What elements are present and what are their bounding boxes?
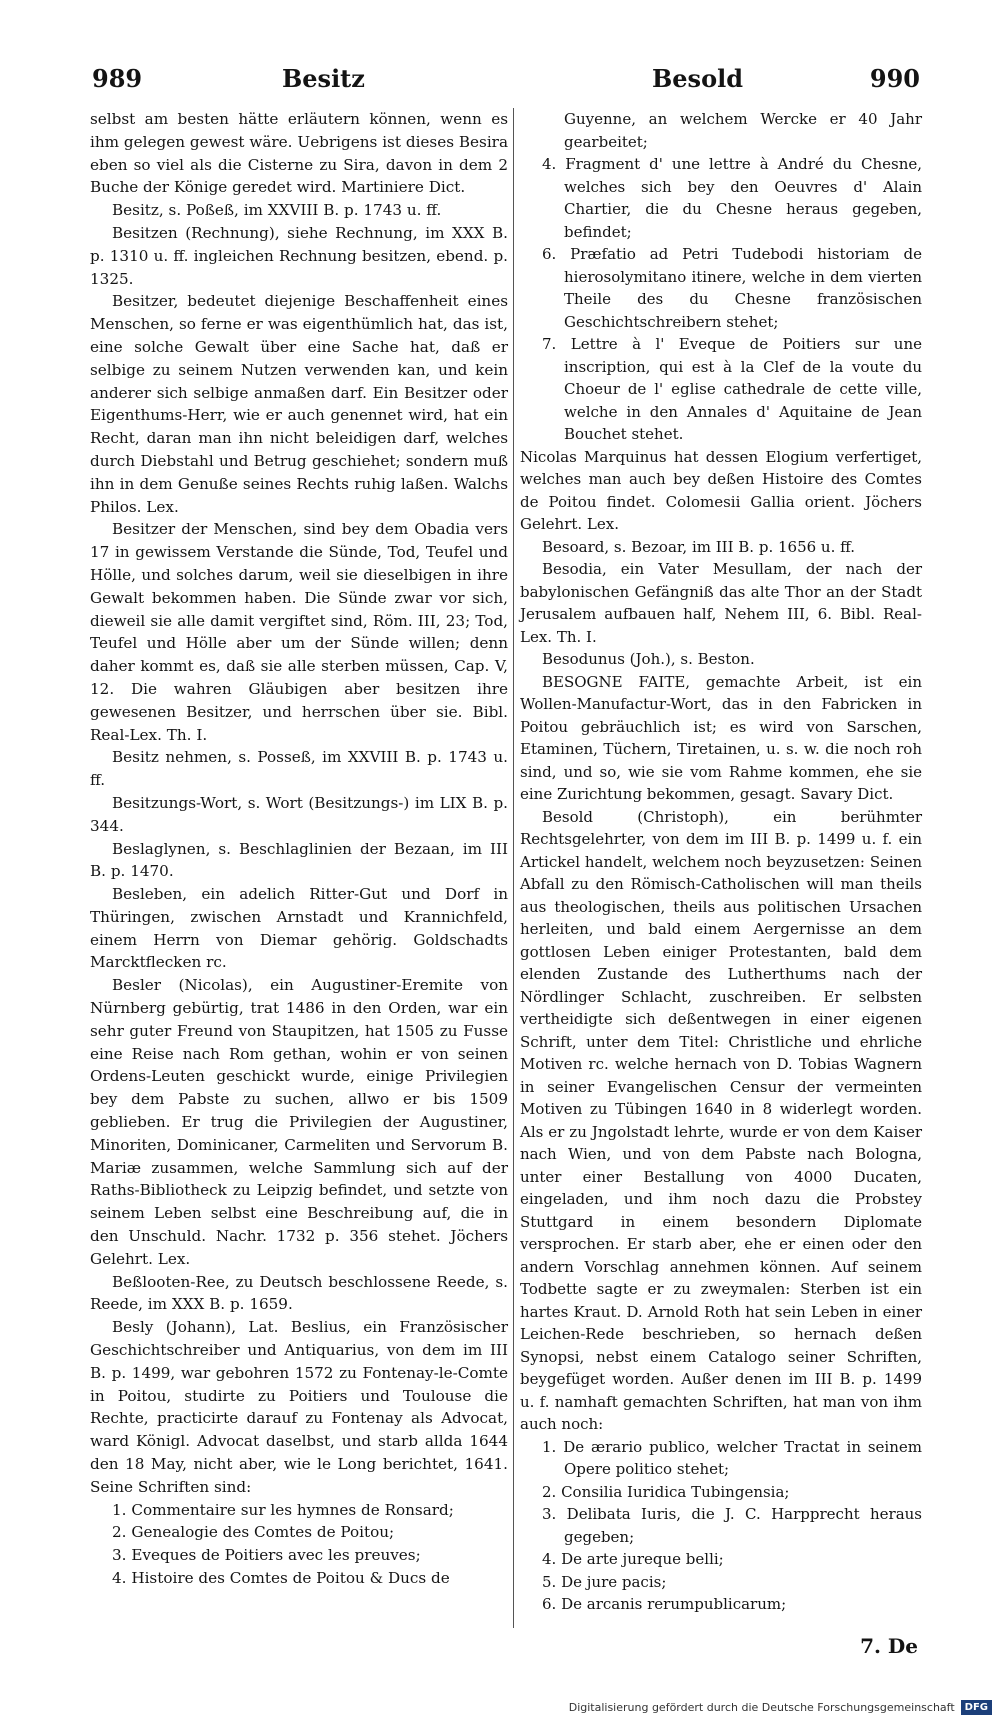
text-paragraph: Besitzungs-Wort, s. Wort (Besitzungs-) im LIX B. p. 344. bbox=[90, 793, 508, 835]
left-column bbox=[90, 108, 508, 1590]
right-column bbox=[520, 108, 922, 1616]
text-paragraph: Besler (Nicolas), ein Augustiner-Eremite von Nürnberg gebürtig, trat 1486 in den Orden, war ein sehr guter Freund von Staupitzen, hat 1505 zu Fusse eine Reise nach Rom gethan, wohin er von seinen Ordens-Leuten geschickt wurde, einige Privilegien bey dem Pabste zu suchen, allwo er bis 1509 geblieben. Er trug die Privilegien der Augustiner, Minoriten, Dominicaner, Carmeliten und Servorum B. Mariæ zusammen, welche Sammlung sich auf der Raths-Bibliotheck zu Leipzig befindet, und setzte von seinem Leben selbst eine Beschreibung auf, die in den Unschuld. Nachr. 1732 p. 356 stehet. Jöchers Gelehrt. Lex. bbox=[90, 976, 508, 1268]
left-page-number: 989 bbox=[92, 64, 143, 93]
list-item: 1. Commentaire sur les hymnes de Ronsard; bbox=[112, 1500, 454, 1519]
list-item: 4. Histoire des Comtes de Poitou & Ducs de bbox=[112, 1569, 450, 1587]
running-header bbox=[92, 64, 920, 104]
list-item: 3. Delibata Iuris, die J. C. Harpprecht heraus gegeben; bbox=[542, 1505, 922, 1546]
text-paragraph: Beslaglynen, s. Beschlaglinien der Bezaan, im III B. p. 1470. bbox=[90, 839, 508, 881]
text-paragraph: Besitzer der Menschen, sind bey dem Obadia vers 17 in gewissem Verstande die Sünde, Tod, Teufel und Hölle, und solches darum, weil sie dieselbigen in ihre Gewalt bekommen haben. Die Sünde zwar vor sich, dieweil sie alle damit vergiftet sind, Röm. III, 23; Tod, Teufel und Hölle aber um der Sünde willen; denn daher kommt es, daß sie alle sterben müssen, Cap. V, 12. Die wahren Gläubigen aber besitzen ihre gewesenen Besitzer, und herrschen über sie. Bibl. Real-Lex. Th. I. bbox=[90, 520, 508, 744]
text-paragraph: Besly (Johann), Lat. Beslius, ein Französischer Geschichtschreiber und Antiquarius, von dem im III B. p. 1499, war gebohren 1572 zu Fontenay-le-Comte in Poitou, studirte zu Poitiers und Toulouse die Rechte, practicirte darauf zu Fontenay als Advocat, ward Königl. Advocat daselbst, und starb allda 1644 den 18 May, nicht aber, wie le Long berichtet, 1641. Seine Schriften sind: bbox=[90, 1318, 508, 1496]
text-paragraph: Besoard, s. Bezoar, im III B. p. 1656 u. ff. bbox=[542, 537, 856, 556]
list-item: 4. Fragment d' une lettre à André du Chesne, welches sich bey den Oeuvres d' Alain Chartier, die du Chesne heraus gegeben, befindet; bbox=[542, 155, 922, 241]
catchword: 7. De bbox=[860, 1634, 918, 1658]
text-paragraph: Besodunus (Joh.), s. Beston. bbox=[542, 650, 755, 668]
text-paragraph: Guyenne, an welchem Wercke er 40 Jahr gearbeitet; bbox=[564, 110, 922, 151]
text-paragraph: BESOGNE FAITE, gemachte Arbeit, ist ein Wollen-Manufactur-Wort, das in den Fabricken in Poitou gebräuchlich ist; es wird von Sarschen, Etaminen, Tüchern, Tiretainen, u. s. w. die noch roh sind, und so, wie sie vom Rahme kommen, ehe sie eine Zurichtung bekommen, gesagt. Savary Dict. bbox=[520, 672, 922, 803]
dfg-logo: DFG bbox=[961, 1700, 992, 1715]
text-paragraph: Besold (Christoph), ein berühmter Rechtsgelehrter, von dem im III B. p. 1499 u. f. ein Artickel handelt, welchem noch beyzusetzen: Seinen Abfall zu den Römisch-Catholischen will man theils aus theologischen, theils aus politischen Ursachen herleiten, und bald einem Aergernisse an dem gottlosen Leben einiger Protestanten, bald dem elenden Zustande des Lutherthums nach der Nördlinger Schlacht, zuschreiben. Er selbsten vertheidigte sich deßentwegen in einer eigenen Schrift, unter dem Titel: Christliche und ehrliche Motiven rc. welche hernach von D. Tobias Wagnern in seiner Evangelischen Censur der vermeinten Motiven zu Tübingen 1640 in 8 widerlegt worden. Als er zu Jngolstadt lehrte, wurde er von dem Kaiser nach Wien, und von dem Pabste nach Bologna, unter einer Bestallung von 4000 Ducaten, eingeladen, und ihm noch dazu die Probstey Stuttgard in einem besondern Diplomate versprochen. Er starb aber, ehe er einen oder den andern Vorschlag annehmen können. Auf seinem Todbette sagte er zu zweymalen: Sterben ist ein hartes Kraut. D. Arnold Roth hat sein Leben in einer Leichen-Rede beschrieben, so hernach deßen Synopsi, nebst einem Catalogo seiner Schriften, beygefüget worden. Außer denen im III B. p. 1499 u. f. namhaft gemachten Schriften, hat man von ihm auch noch: bbox=[520, 807, 922, 1433]
text-paragraph: Besitzer, bedeutet diejenige Beschaffenheit eines Menschen, so ferne er was eigenthümlich hat, das ist, eine solche Gewalt über eine Sache hat, daß er selbige zu seinem Nutzen verwenden kan, und kein anderer sich selbige anmaßen darf. Ein Besitzer oder Eigenthums-Herr, wie er auch genennet wird, hat ein Recht, daran man ihn nicht beleidigen darf, welches durch Diebstahl und Betrug geschiehet; sondern muß ihn in dem Genuße seines Rechts ruhig laßen. Walchs Philos. Lex. bbox=[90, 292, 508, 516]
column-divider bbox=[513, 108, 514, 1628]
text-paragraph: Besodia, ein Vater Mesullam, der nach der babylonischen Gefängniß das alte Thor an der Stadt Jerusalem aufbauen half, Nehem III, 6. Bibl. Real-Lex. Th. I. bbox=[520, 560, 922, 646]
left-headword: Besitz bbox=[282, 64, 365, 93]
text-paragraph: Nicolas Marquinus hat dessen Elogium verfertiget, welches man auch bey deßen Histoire des Comtes de Poitou findet. Colomesii Gallia orient. Jöchers Gelehrt. Lex. bbox=[520, 447, 922, 533]
list-item: 7. Lettre à l' Eveque de Poitiers sur une inscription, qui est à la Clef de la voute du Choeur de l' eglise cathedrale de cette ville, welche in den Annales d' Aquitaine de Jean Bouchet stehet. bbox=[542, 335, 922, 443]
text-paragraph: Besitz nehmen, s. Posseß, im XXVIII B. p. 1743 u. ff. bbox=[90, 748, 508, 790]
list-item: 6. De arcanis rerumpublicarum; bbox=[542, 1595, 787, 1613]
right-headword: Besold bbox=[652, 64, 743, 93]
text-paragraph: Beßlooten-Ree, zu Deutsch beschlossene Reede, s. Reede, im XXX B. p. 1659. bbox=[90, 1272, 508, 1314]
text-paragraph: Besleben, ein adelich Ritter-Gut und Dorf in Thüringen, zwischen Arnstadt und Krannichfeld, einem Herrn von Diemar gehörig. Goldschadts Marcktflecken rc. bbox=[90, 885, 508, 972]
text-paragraph: Besitz, s. Poßeß, im XXVIII B. p. 1743 u. ff. bbox=[112, 201, 442, 220]
footer bbox=[569, 1697, 992, 1717]
list-item: 3. Eveques de Poitiers avec les preuves; bbox=[112, 1546, 421, 1565]
list-item: 5. De jure pacis; bbox=[542, 1572, 667, 1591]
list-item: 2. Genealogie des Comtes de Poitou; bbox=[112, 1523, 395, 1542]
right-page-number: 990 bbox=[869, 64, 920, 93]
text-paragraph: selbst am besten hätte erläutern können, wenn es ihm gelegen gewest wäre. Uebrigens ist dieses Besira eben so viel als die Cisterne zu Sira, davon in dem 2 Buche der Könige geredet wird. Martiniere Dict. bbox=[90, 110, 508, 197]
text-paragraph: Besitzen (Rechnung), siehe Rechnung, im XXX B. p. 1310 u. ff. ingleichen Rechnung besitzen, ebend. p. 1325. bbox=[90, 223, 508, 288]
list-item: 6. Præfatio ad Petri Tudebodi historiam de hierosolymitano itinere, welche in dem vierten Theile des du Chesne französischen Geschichtschreibern stehet; bbox=[542, 245, 922, 331]
list-item: 1. De ærario publico, welcher Tractat in seinem Opere politico stehet; bbox=[542, 1437, 922, 1478]
list-item: 2. Consilia Iuridica Tubingensia; bbox=[542, 1482, 790, 1501]
list-item: 4. De arte jureque belli; bbox=[542, 1550, 724, 1568]
footer-credit: Digitalisierung gefördert durch die Deutsche Forschungsgemeinschaft bbox=[568, 1700, 955, 1714]
